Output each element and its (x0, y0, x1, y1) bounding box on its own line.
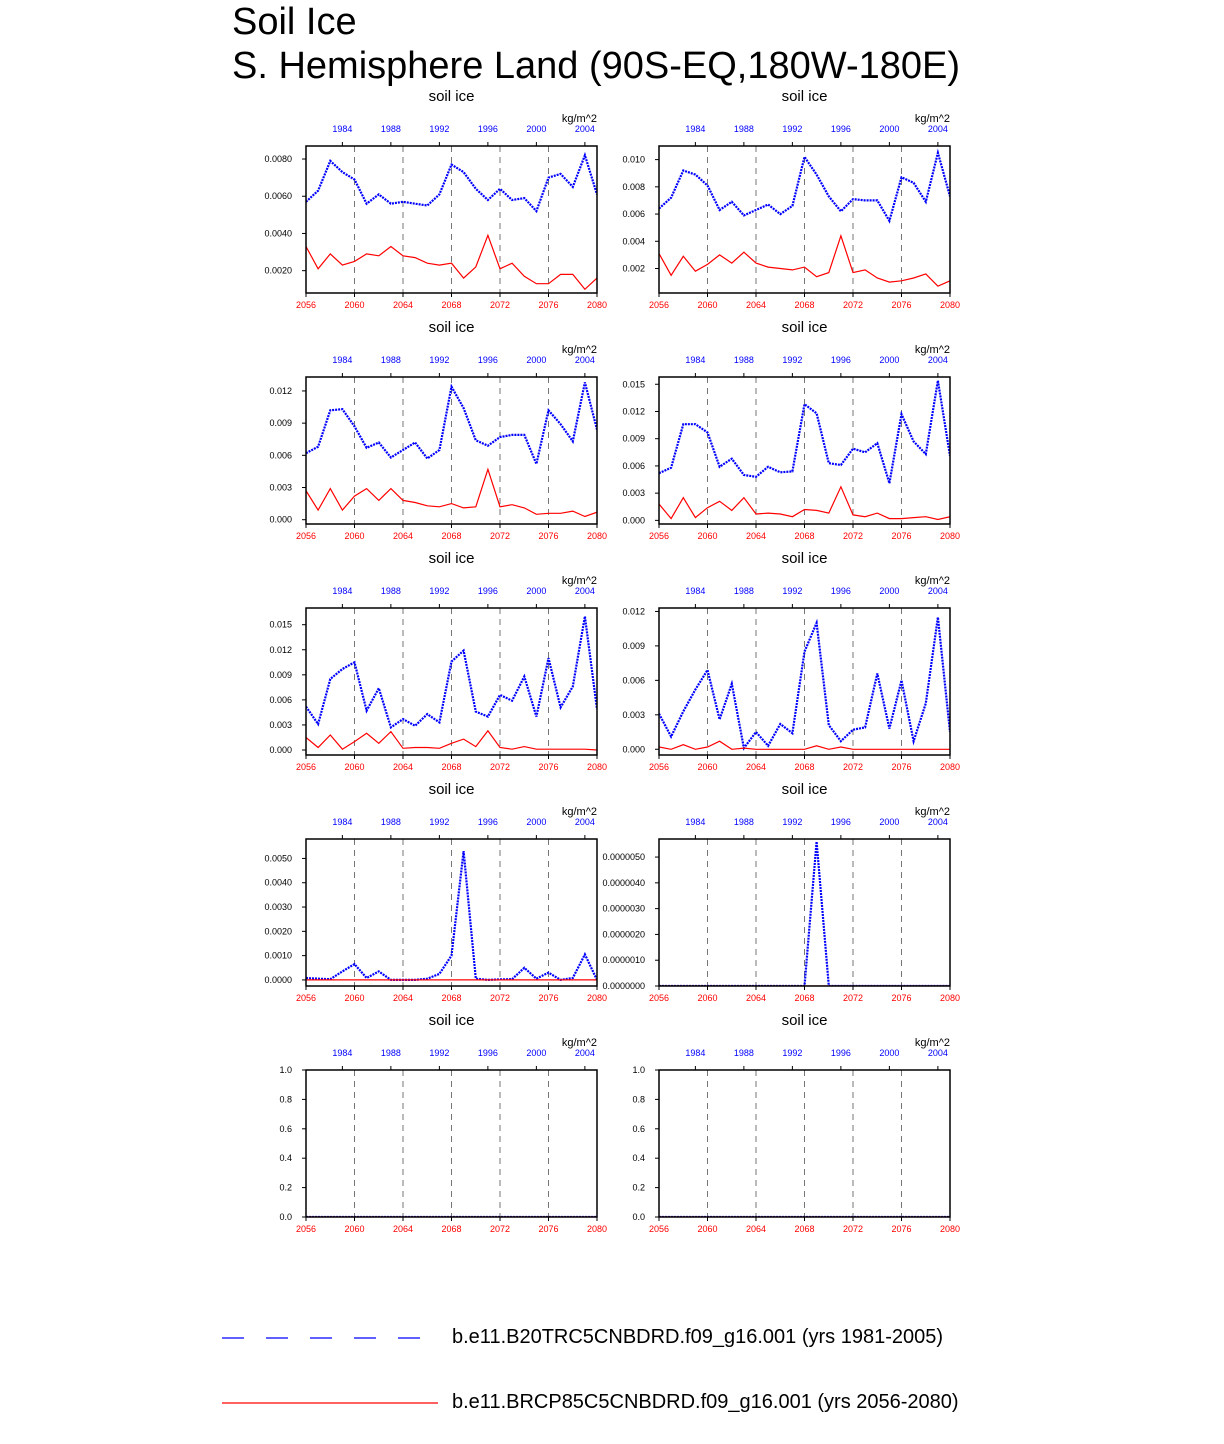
x-top-tick-label: 1992 (429, 1048, 450, 1058)
x-bottom-tick-label: 2056 (295, 1224, 317, 1234)
x-bottom-tick-label: 2080 (586, 300, 608, 310)
x-bottom-tick-label: 2072 (842, 300, 864, 310)
x-top-tick-label: 1988 (380, 355, 401, 365)
y-tick-label: 0.015 (622, 379, 645, 390)
panel-title: soil ice (428, 88, 475, 105)
units-label: kg/m^2 (561, 1037, 597, 1049)
x-top-tick-label: 1996 (830, 355, 851, 365)
x-top-tick-label: 1984 (332, 586, 353, 596)
legend-future-line (220, 1399, 440, 1407)
x-top-tick-label: 1992 (429, 355, 450, 365)
x-bottom-tick-label: 2080 (939, 300, 961, 310)
x-bottom-tick-label: 2056 (648, 531, 670, 541)
y-tick-label: 0.000 (622, 515, 645, 526)
x-bottom-tick-label: 2060 (344, 531, 365, 541)
y-tick-label: 0.009 (622, 433, 645, 444)
x-bottom-tick-label: 2060 (344, 300, 365, 310)
x-bottom-tick-label: 2080 (939, 1224, 961, 1234)
x-top-tick-label: 1992 (782, 586, 803, 596)
x-top-tick-label: 1996 (477, 817, 498, 827)
x-bottom-tick-label: 2080 (586, 993, 608, 1003)
x-bottom-tick-label: 2060 (344, 1224, 365, 1234)
chart-panel-8 (602, 781, 960, 1003)
x-bottom-tick-label: 2080 (939, 993, 961, 1003)
panel-title: soil ice (781, 319, 828, 336)
x-bottom-tick-label: 2064 (392, 300, 414, 310)
units-label: kg/m^2 (914, 1037, 950, 1049)
y-tick-label: 0.009 (269, 669, 292, 680)
y-tick-label: 1.0 (279, 1065, 292, 1075)
legend-hist-line (220, 1334, 440, 1342)
x-top-tick-label: 1992 (429, 124, 450, 134)
units-label: kg/m^2 (561, 113, 597, 125)
legend-future-label: b.e11.BRCP85C5CNBDRD.f09_g16.001 (yrs 2056-2080) (452, 1391, 959, 1413)
series-historical (659, 153, 950, 221)
x-top-tick-label: 1984 (332, 355, 353, 365)
y-tick-label: 0.003 (269, 482, 292, 493)
x-top-tick-label: 1984 (332, 124, 353, 134)
y-tick-label: 0.4 (632, 1153, 645, 1164)
x-top-tick-label: 1996 (477, 586, 498, 596)
x-bottom-tick-label: 2068 (441, 531, 462, 541)
x-top-tick-label: 1996 (477, 124, 498, 134)
x-top-tick-label: 1984 (685, 124, 706, 134)
chart-panel-6 (622, 550, 960, 772)
y-tick-label: 0.012 (269, 644, 292, 655)
x-bottom-tick-label: 2060 (697, 762, 718, 772)
units-label: kg/m^2 (914, 806, 950, 818)
x-bottom-tick-label: 2072 (489, 531, 511, 541)
y-tick-label: 0.009 (269, 418, 292, 429)
chart-panel-1 (264, 88, 607, 310)
x-top-tick-label: 1984 (685, 355, 706, 365)
x-top-tick-label: 2000 (879, 355, 900, 365)
x-bottom-tick-label: 2068 (441, 1224, 462, 1234)
y-tick-label: 0.006 (269, 450, 292, 461)
y-tick-label: 0.0040 (264, 877, 292, 888)
y-tick-label: 0.0000 (264, 974, 292, 985)
x-bottom-tick-label: 2072 (842, 531, 864, 541)
x-top-tick-label: 2004 (927, 586, 948, 596)
x-bottom-tick-label: 2064 (745, 300, 767, 310)
x-bottom-tick-label: 2068 (441, 993, 462, 1003)
x-bottom-tick-label: 2068 (794, 993, 815, 1003)
x-bottom-tick-label: 2060 (344, 993, 365, 1003)
y-tick-label: 0.0040 (264, 228, 292, 239)
x-bottom-tick-label: 2068 (441, 762, 462, 772)
y-tick-label: 0.8 (279, 1094, 292, 1105)
y-tick-label: 0.008 (622, 181, 645, 192)
x-top-tick-label: 1988 (380, 124, 401, 134)
y-tick-label: 0.0 (632, 1212, 645, 1222)
x-bottom-tick-label: 2080 (586, 762, 608, 772)
y-tick-label: 0.010 (622, 154, 645, 165)
x-bottom-tick-label: 2076 (891, 531, 912, 541)
panel-title: soil ice (781, 781, 828, 798)
x-bottom-tick-label: 2060 (697, 300, 718, 310)
x-bottom-tick-label: 2076 (538, 531, 559, 541)
y-tick-label: 0.009 (622, 640, 645, 651)
x-top-tick-label: 1988 (733, 1048, 754, 1058)
y-tick-label: 0.012 (622, 606, 645, 617)
units-label: kg/m^2 (561, 344, 597, 356)
chart-panel-5 (269, 550, 607, 772)
x-bottom-tick-label: 2072 (842, 762, 864, 772)
y-tick-label: 0.0000050 (602, 852, 645, 863)
x-top-tick-label: 2004 (574, 586, 595, 596)
title-line-2: S. Hemisphere Land (90S-EQ,180W-180E) (232, 45, 960, 87)
x-bottom-tick-label: 2060 (697, 1224, 718, 1234)
x-bottom-tick-label: 2060 (697, 993, 718, 1003)
y-tick-label: 0.006 (269, 694, 292, 705)
x-bottom-tick-label: 2076 (538, 762, 559, 772)
x-bottom-tick-label: 2068 (441, 300, 462, 310)
panel-title: soil ice (781, 1012, 828, 1029)
chart-panel-10 (632, 1012, 960, 1234)
x-top-tick-label: 2004 (574, 124, 595, 134)
x-top-tick-label: 1984 (332, 1048, 353, 1058)
x-bottom-tick-label: 2056 (648, 762, 670, 772)
x-bottom-tick-label: 2076 (891, 300, 912, 310)
x-top-tick-label: 1992 (782, 817, 803, 827)
x-top-tick-label: 2004 (574, 817, 595, 827)
y-tick-label: 0.003 (622, 709, 645, 720)
x-top-tick-label: 2004 (927, 817, 948, 827)
y-tick-label: 0.003 (622, 488, 645, 499)
y-tick-label: 0.6 (279, 1123, 292, 1134)
y-tick-label: 0.004 (622, 236, 645, 247)
chart-panel-7 (264, 781, 607, 1003)
x-top-tick-label: 1984 (685, 817, 706, 827)
x-bottom-tick-label: 2080 (939, 531, 961, 541)
x-bottom-tick-label: 2056 (295, 300, 317, 310)
x-top-tick-label: 1996 (830, 586, 851, 596)
x-bottom-tick-label: 2064 (745, 531, 767, 541)
x-top-tick-label: 2004 (574, 1048, 595, 1058)
y-tick-label: 0.0 (279, 1212, 292, 1222)
y-tick-label: 0.6 (632, 1123, 645, 1134)
panel-title: soil ice (428, 781, 475, 798)
y-tick-label: 0.0000010 (602, 955, 645, 966)
y-tick-label: 0.0060 (264, 191, 292, 202)
x-bottom-tick-label: 2068 (794, 1224, 815, 1234)
y-tick-label: 0.2 (632, 1182, 645, 1193)
x-bottom-tick-label: 2056 (295, 762, 317, 772)
y-tick-label: 0.0050 (264, 853, 292, 864)
y-tick-label: 1.0 (632, 1065, 645, 1075)
y-tick-label: 0.000 (622, 744, 645, 755)
x-bottom-tick-label: 2072 (489, 762, 511, 772)
x-top-tick-label: 2004 (927, 355, 948, 365)
x-bottom-tick-label: 2080 (586, 531, 608, 541)
y-tick-label: 0.000 (269, 514, 292, 525)
x-top-tick-label: 1996 (477, 355, 498, 365)
units-label: kg/m^2 (561, 806, 597, 818)
x-bottom-tick-label: 2064 (745, 1224, 767, 1234)
y-tick-label: 0.006 (622, 675, 645, 686)
x-top-tick-label: 1996 (830, 124, 851, 134)
x-top-tick-label: 1992 (429, 817, 450, 827)
x-top-tick-label: 2000 (879, 586, 900, 596)
x-bottom-tick-label: 2056 (648, 1224, 670, 1234)
x-bottom-tick-label: 2072 (489, 1224, 511, 1234)
x-top-tick-label: 1984 (332, 817, 353, 827)
x-bottom-tick-label: 2064 (392, 993, 414, 1003)
y-tick-label: 0.0020 (264, 265, 292, 276)
x-top-tick-label: 2000 (879, 124, 900, 134)
x-bottom-tick-label: 2080 (586, 1224, 608, 1234)
y-tick-label: 0.012 (269, 385, 292, 396)
units-label: kg/m^2 (914, 113, 950, 125)
x-top-tick-label: 2004 (574, 355, 595, 365)
x-bottom-tick-label: 2056 (295, 531, 317, 541)
x-bottom-tick-label: 2064 (392, 531, 414, 541)
chart-panel-3 (269, 319, 607, 541)
x-top-tick-label: 1988 (380, 1048, 401, 1058)
y-tick-label: 0.2 (279, 1182, 292, 1193)
x-bottom-tick-label: 2072 (842, 993, 864, 1003)
units-label: kg/m^2 (561, 575, 597, 587)
units-label: kg/m^2 (914, 344, 950, 356)
x-top-tick-label: 1988 (733, 355, 754, 365)
x-bottom-tick-label: 2056 (295, 993, 317, 1003)
panel-title: soil ice (428, 1012, 475, 1029)
y-tick-label: 0.0000030 (602, 903, 645, 914)
y-tick-label: 0.006 (622, 209, 645, 220)
x-top-tick-label: 1996 (830, 817, 851, 827)
x-top-tick-label: 1988 (733, 586, 754, 596)
x-top-tick-label: 1992 (782, 1048, 803, 1058)
x-bottom-tick-label: 2080 (939, 762, 961, 772)
y-tick-label: 0.012 (622, 406, 645, 417)
chart-panel-9 (279, 1012, 607, 1234)
y-tick-label: 0.8 (632, 1094, 645, 1105)
y-tick-label: 0.000 (269, 744, 292, 755)
x-bottom-tick-label: 2072 (489, 300, 511, 310)
x-bottom-tick-label: 2076 (891, 762, 912, 772)
x-bottom-tick-label: 2068 (794, 531, 815, 541)
panel-title: soil ice (428, 319, 475, 336)
x-top-tick-label: 2000 (526, 355, 547, 365)
x-top-tick-label: 1988 (733, 817, 754, 827)
x-top-tick-label: 2000 (526, 1048, 547, 1058)
y-tick-label: 0.015 (269, 619, 292, 630)
y-tick-label: 0.0010 (264, 950, 292, 961)
x-top-tick-label: 2000 (526, 817, 547, 827)
x-bottom-tick-label: 2064 (392, 1224, 414, 1234)
x-bottom-tick-label: 2072 (489, 993, 511, 1003)
x-top-tick-label: 2004 (927, 1048, 948, 1058)
x-bottom-tick-label: 2068 (794, 762, 815, 772)
y-tick-label: 0.0030 (264, 902, 292, 913)
x-top-tick-label: 1988 (733, 124, 754, 134)
x-top-tick-label: 1996 (477, 1048, 498, 1058)
x-bottom-tick-label: 2056 (648, 993, 670, 1003)
x-bottom-tick-label: 2056 (648, 300, 670, 310)
chart-panel-4 (622, 319, 960, 541)
x-bottom-tick-label: 2076 (538, 300, 559, 310)
x-top-tick-label: 1996 (830, 1048, 851, 1058)
y-tick-label: 0.4 (279, 1153, 292, 1164)
x-bottom-tick-label: 2076 (538, 993, 559, 1003)
x-bottom-tick-label: 2076 (891, 993, 912, 1003)
y-tick-label: 0.0000020 (602, 929, 645, 940)
x-top-tick-label: 2000 (526, 586, 547, 596)
x-bottom-tick-label: 2060 (344, 762, 365, 772)
x-bottom-tick-label: 2068 (794, 300, 815, 310)
x-bottom-tick-label: 2072 (842, 1224, 864, 1234)
y-tick-label: 0.0000040 (602, 877, 645, 888)
x-top-tick-label: 1992 (782, 124, 803, 134)
x-top-tick-label: 1988 (380, 817, 401, 827)
x-top-tick-label: 2000 (879, 817, 900, 827)
x-bottom-tick-label: 2064 (745, 993, 767, 1003)
panel-title: soil ice (428, 550, 475, 567)
x-bottom-tick-label: 2060 (697, 531, 718, 541)
panel-title: soil ice (781, 88, 828, 105)
x-top-tick-label: 1988 (380, 586, 401, 596)
title-line-1: Soil Ice (232, 1, 357, 43)
x-top-tick-label: 2000 (526, 124, 547, 134)
legend-hist-label: b.e11.B20TRC5CNBDRD.f09_g16.001 (yrs 1981-2005) (452, 1326, 944, 1348)
y-tick-label: 0.002 (622, 263, 645, 274)
y-tick-label: 0.0020 (264, 926, 292, 937)
x-top-tick-label: 1992 (782, 355, 803, 365)
y-tick-label: 0.0000000 (602, 981, 645, 991)
x-top-tick-label: 1984 (685, 586, 706, 596)
x-bottom-tick-label: 2076 (891, 1224, 912, 1234)
x-top-tick-label: 2000 (879, 1048, 900, 1058)
y-tick-label: 0.003 (269, 719, 292, 730)
chart-panel-2 (622, 88, 960, 310)
panel-title: soil ice (781, 550, 828, 567)
x-bottom-tick-label: 2064 (392, 762, 414, 772)
y-tick-label: 0.006 (622, 460, 645, 471)
x-top-tick-label: 1984 (685, 1048, 706, 1058)
y-tick-label: 0.0080 (264, 154, 292, 165)
x-top-tick-label: 2004 (927, 124, 948, 134)
x-top-tick-label: 1992 (429, 586, 450, 596)
units-label: kg/m^2 (914, 575, 950, 587)
series-historical (659, 617, 950, 748)
x-bottom-tick-label: 2064 (745, 762, 767, 772)
x-bottom-tick-label: 2076 (538, 1224, 559, 1234)
